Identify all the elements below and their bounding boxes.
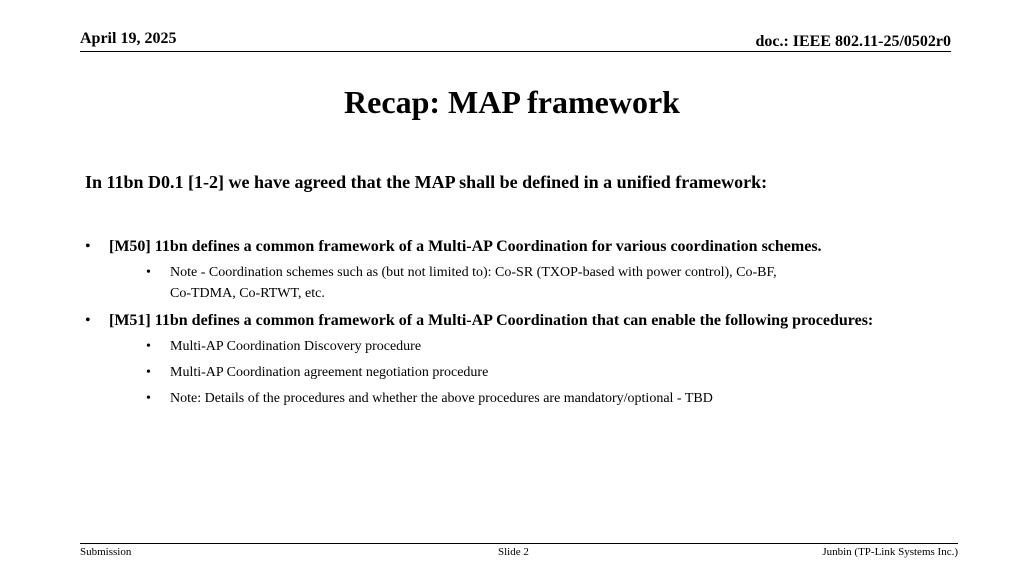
- header-date: April 19, 2025: [80, 30, 177, 47]
- footer-divider: [80, 543, 958, 544]
- bullet-glyph: •: [85, 238, 91, 255]
- sub-bullet-item: [133, 388, 785, 409]
- bullet-item-m50: [85, 235, 945, 304]
- sub-bullet-glyph: •: [146, 265, 151, 280]
- slide-title: Recap: MAP framework: [344, 84, 680, 120]
- sub-bullet-item: [133, 336, 785, 357]
- sub-bullet-text: Multi-AP Coordination agreement negotiation procedure: [170, 365, 489, 380]
- header-divider: [80, 51, 951, 52]
- sub-bullet-item: [133, 362, 785, 383]
- sub-bullet-list: [109, 336, 945, 409]
- intro-text: In 11bn D0.1 [1-2] we have agreed that the MAP shall be defined in a unified framework:: [85, 172, 768, 192]
- bullet-item-m51: [85, 309, 945, 409]
- footer-author: Junbin (TP-Link Systems Inc.): [822, 546, 958, 558]
- bullet-text: [M50] 11bn defines a common framework of a Multi-AP Coordination for various coordination schemes.: [109, 238, 822, 255]
- footer-slide-number: Slide 2: [498, 546, 529, 558]
- sub-bullet-list: [109, 262, 945, 304]
- bullet-glyph: •: [85, 312, 91, 329]
- header-doc-id: doc.: IEEE 802.11-25/0502r0: [755, 33, 951, 50]
- sub-bullet-glyph: •: [146, 365, 151, 380]
- sub-bullet-text: Note - Coordination schemes such as (but not limited to): Co-SR (TXOP-based with power control), Co-BF, Co-TDMA, Co-RTWT, etc.: [170, 265, 777, 301]
- bullet-list: [85, 235, 945, 414]
- sub-bullet-text: Note: Details of the procedures and whether the above procedures are mandatory/optional - TBD: [170, 391, 713, 406]
- sub-bullet-item: [133, 262, 785, 304]
- sub-bullet-text: Multi-AP Coordination Discovery procedure: [170, 339, 422, 354]
- footer-submission: Submission: [80, 546, 132, 558]
- bullet-text: [M51] 11bn defines a common framework of a Multi-AP Coordination that can enable the following procedures:: [109, 312, 874, 329]
- sub-bullet-glyph: •: [146, 339, 151, 354]
- sub-bullet-glyph: •: [146, 391, 151, 406]
